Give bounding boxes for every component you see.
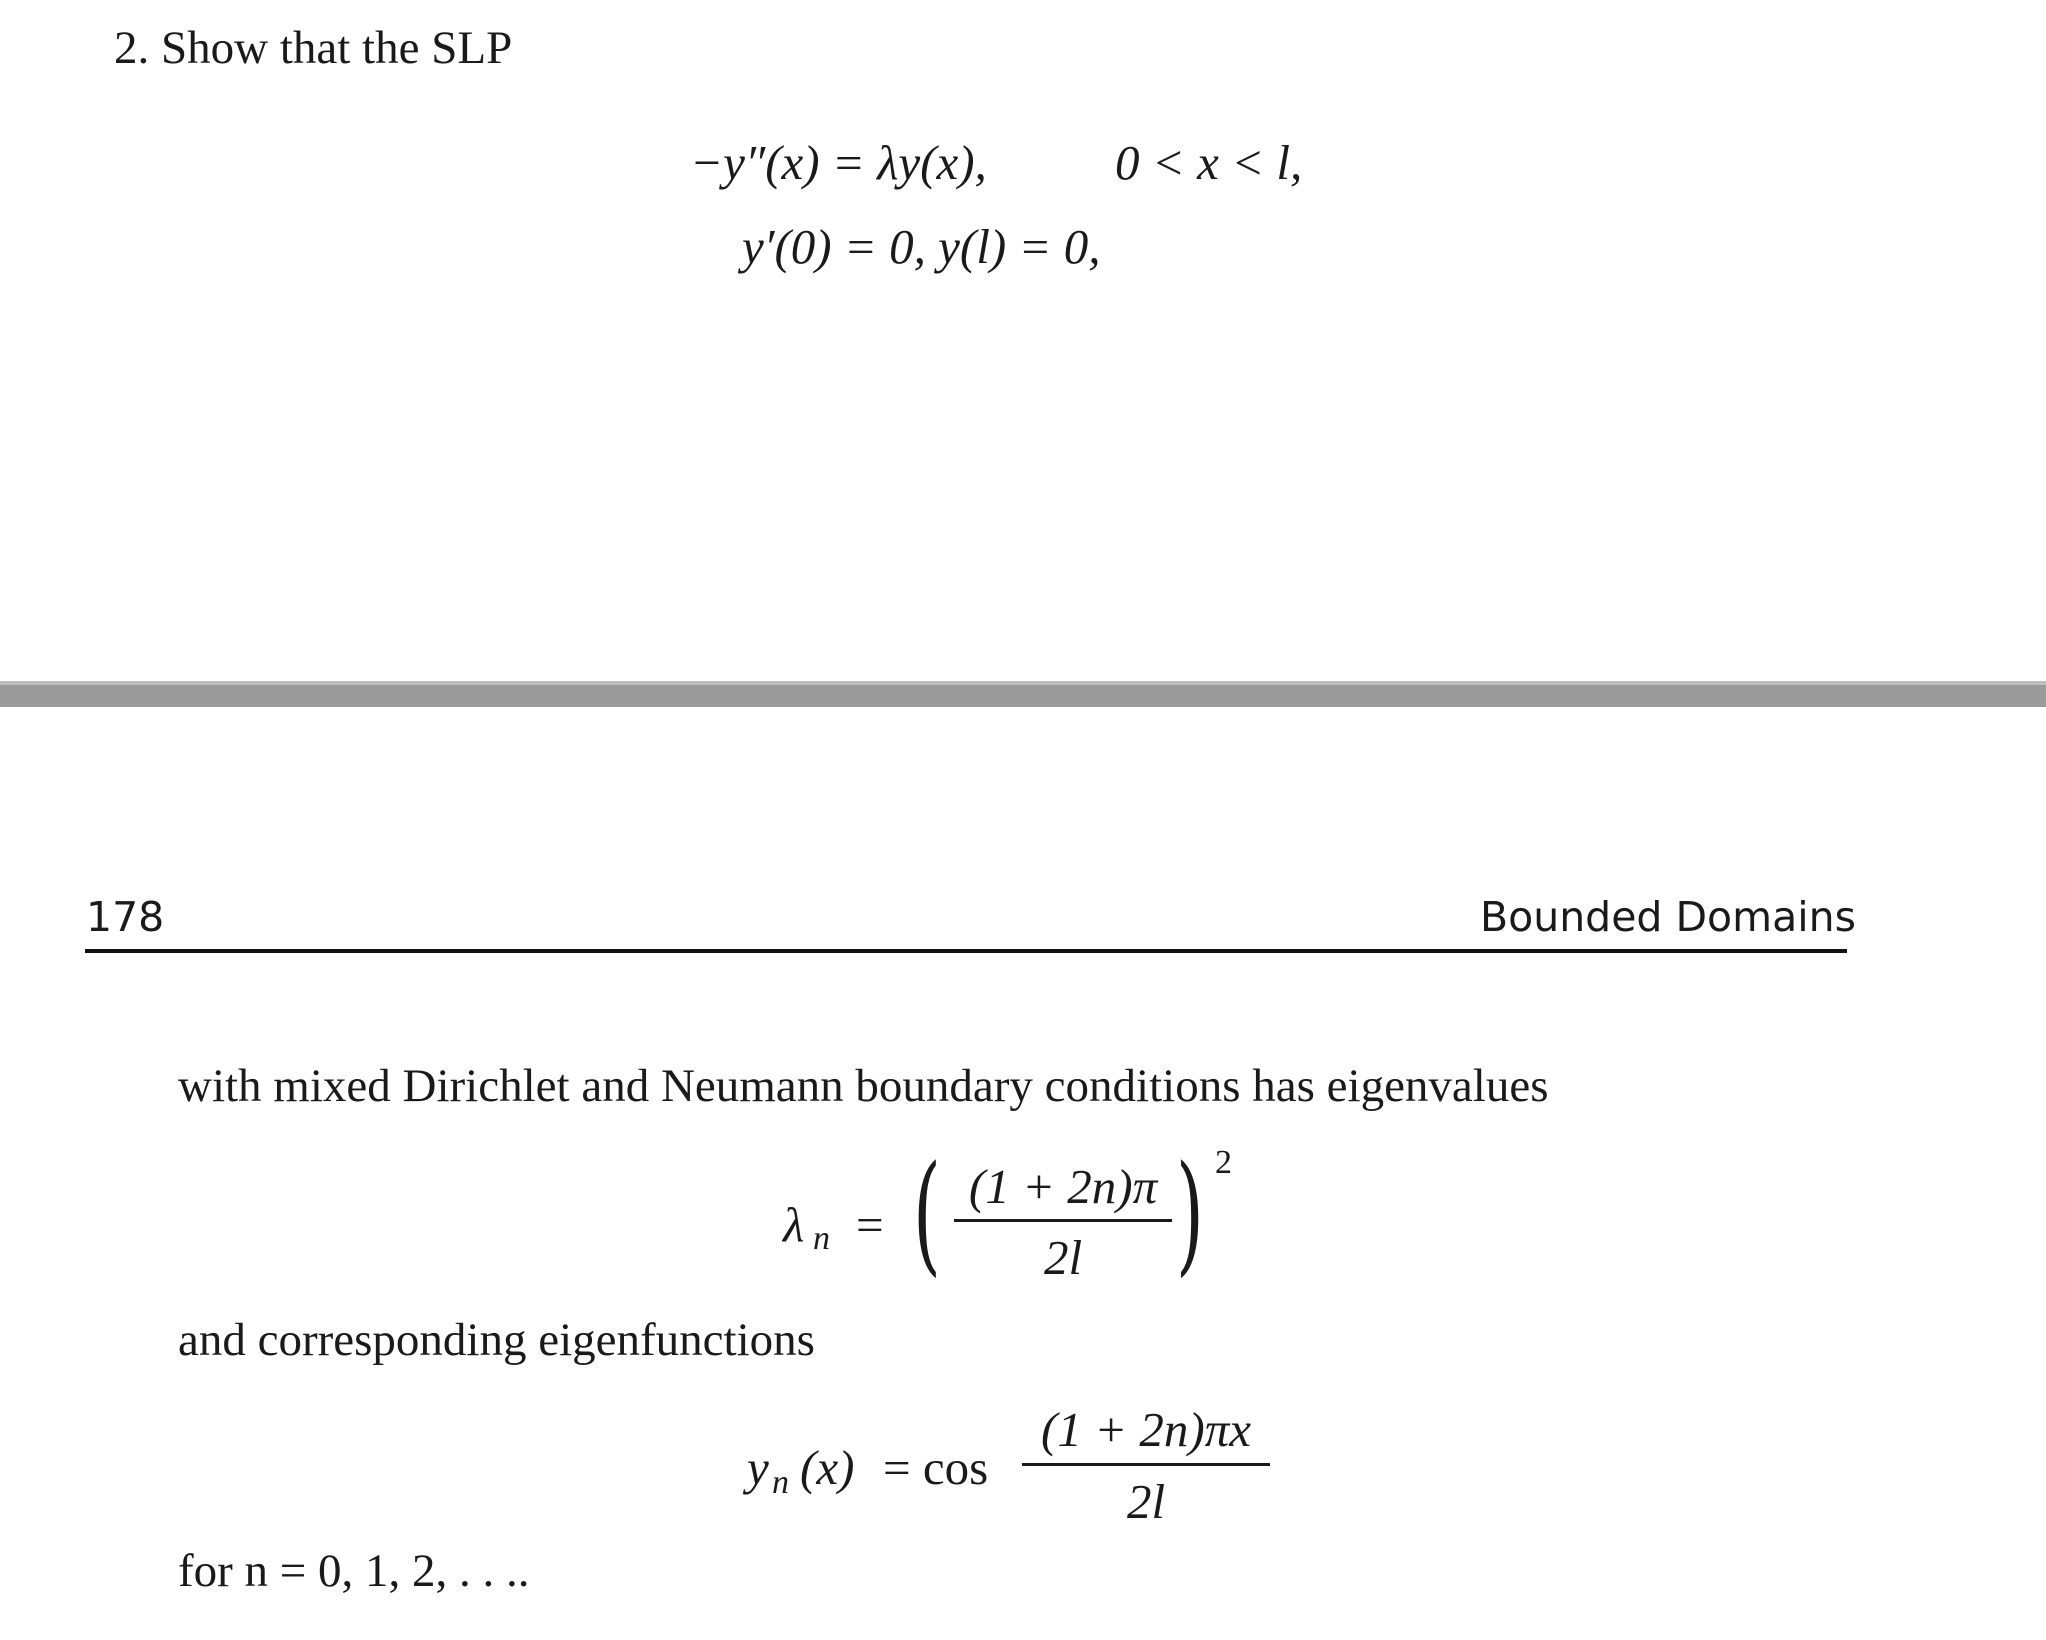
eigenvalue-subscript: n [813, 1220, 830, 1257]
header-rule [85, 949, 1847, 953]
body-line-3: for n = 0, 1, 2, . . .. [178, 1545, 530, 1597]
eigenvalue-numerator: (1 + 2n)π [968, 1159, 1158, 1214]
eigenfunction-y: y [747, 1440, 769, 1495]
eigenvalue-denominator: 2l [1043, 1230, 1083, 1285]
eigenvalue-fraction-bar [954, 1219, 1172, 1222]
eigenfunction-numerator: (1 + 2n)πx [1041, 1402, 1251, 1457]
equation-2: y′(0) = 0, y(l) = 0, [742, 219, 1101, 274]
page-number: 178 [86, 893, 165, 941]
eigenfunction-denominator: 2l [1126, 1474, 1166, 1529]
eigenfunction-cos: = cos [883, 1440, 989, 1495]
eigenfunction-fraction-bar [1022, 1463, 1270, 1466]
exercise-line: 2. Show that the SLP [114, 22, 513, 74]
eigenfunction-argument: (x) [800, 1440, 855, 1495]
eigenvalue-exponent: 2 [1215, 1144, 1232, 1181]
left-paren: ( [913, 1137, 941, 1289]
body-line-1: with mixed Dirichlet and Neumann boundary conditions has eigenvalues [178, 1060, 1549, 1112]
equation-1-rhs: 0 < x < l, [1115, 135, 1303, 190]
eigenvalue-equals: = [856, 1197, 884, 1252]
chapter-title: Bounded Domains [1480, 893, 1856, 941]
right-paren: ) [1176, 1137, 1204, 1289]
page-separator [0, 681, 2046, 707]
equation-1-lhs: −y″(x) = λy(x), [690, 135, 987, 190]
eigenvalue-lambda: λ [783, 1197, 805, 1252]
body-line-2: and corresponding eigenfunctions [178, 1314, 815, 1366]
eigenfunction-subscript: n [772, 1464, 789, 1501]
